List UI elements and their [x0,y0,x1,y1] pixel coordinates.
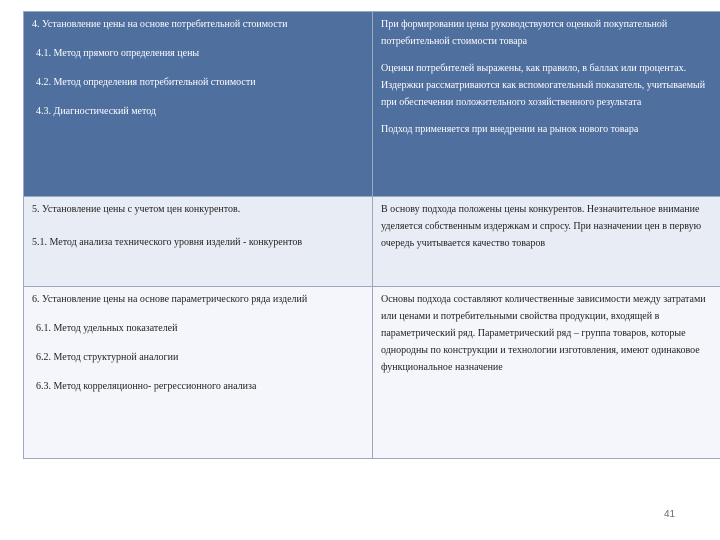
method-item: 4.3. Диагностический метод [36,106,156,117]
section-title: 6. Установление цены на основе параметрического ряда изделий [32,294,308,305]
method-item: 4.2. Метод определения потребительной стоимости [36,77,256,88]
method-item: 6.1. Метод удельных показателей [36,323,178,334]
section-title: 5. Установление цены с учетом цен конкурентов. [32,204,241,215]
page-number: 41 [664,509,676,520]
method-item: 6.3. Метод корреляционно- регрессионного анализа [36,381,257,392]
description-text: Оценки потребителей выражены, как правило, в баллах или процентах. Издержки рассматриваются как вспомогательный показатель, учитываемый при обеспечении положительного хозяйственного результата [381,63,706,108]
table-cell-right [373,287,720,459]
description-text: При формировании цены руководствуются оценкой покупательной потребительной стоимости товара [381,19,668,47]
table-cell-left [24,197,373,287]
table-cell-left [24,287,373,459]
table-row [24,287,720,459]
method-item: 5.1. Метод анализа технического уровня изделий - конкурентов [32,237,303,248]
table-row [24,197,720,287]
description-text: Подход применяется при внедрении на рынок нового товара [381,124,639,135]
method-item: 6.2. Метод структурной аналогии [36,352,179,363]
methods-table [23,11,720,459]
table-cell-left [24,12,373,197]
method-item: 4.1. Метод прямого определения цены [36,48,200,59]
description-text: В основу подхода положены цены конкурентов. Незначительное внимание уделяется собственным издержкам и спросу. При назначении цен в первую очередь учитывается качество товаров [381,204,702,249]
table-row [24,12,720,197]
table-cell-right [373,12,720,197]
section-title: 4. Установление цены на основе потребительной стоимости [32,19,288,30]
table-cell-right [373,197,720,287]
description-text: Основы подхода составляют количественные зависимости между затратами или ценами и потребительными свойства продукции, входящей в параметрический ряд. Параметрический ряд – группа товаров, которые однородны по конструкции и технологии изготовления, имеют одинаковое функциональное назначение [381,294,706,373]
